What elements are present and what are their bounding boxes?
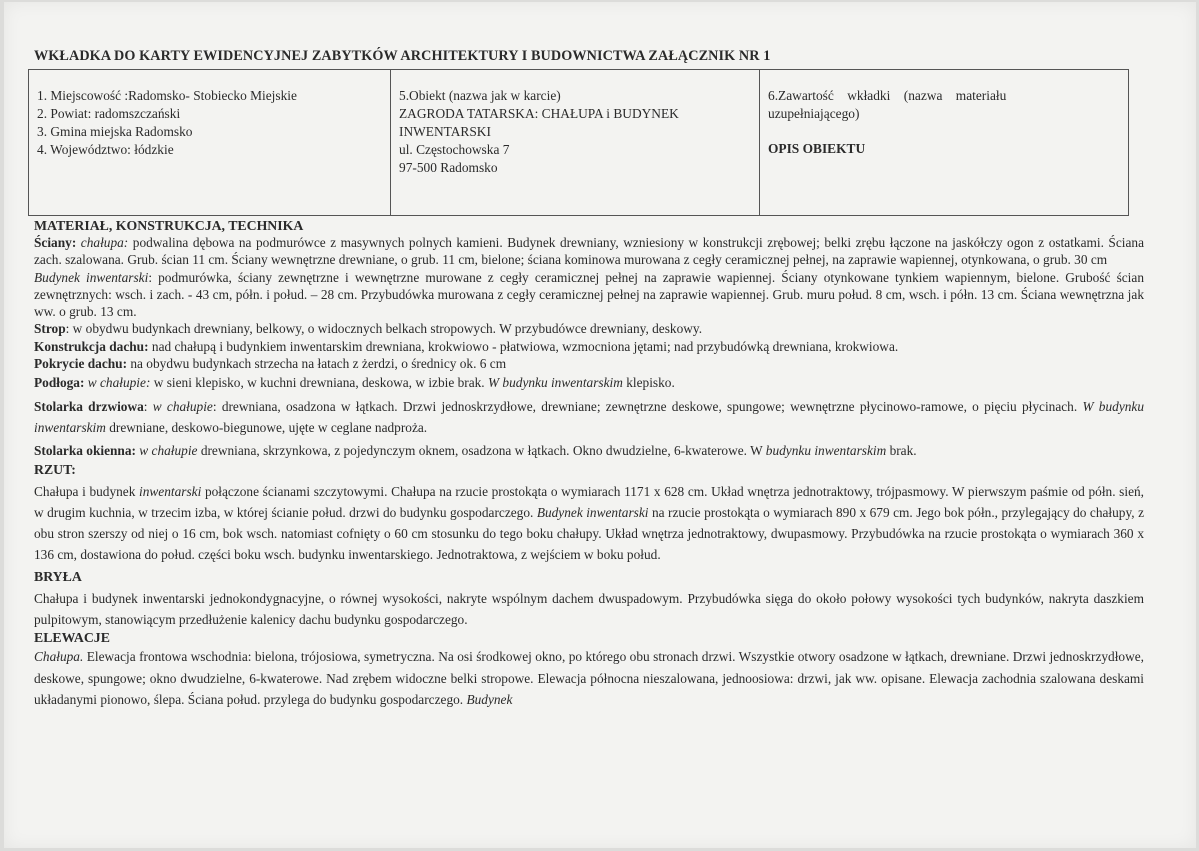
object-name-cont: INWENTARSKI bbox=[399, 124, 491, 139]
floor-chalupa: w chałupie: bbox=[84, 375, 151, 391]
windows-label: Stolarka okienna: bbox=[34, 443, 136, 459]
location-cell bbox=[29, 70, 391, 215]
document-sheet bbox=[4, 2, 1196, 848]
floor-text-2: klepisko. bbox=[622, 375, 675, 391]
floor-text: w sieni klepisko, w kuchni drewniana, deskowa, w izbie brak. bbox=[150, 375, 488, 391]
roof-construction-label: Konstrukcja dachu: bbox=[34, 338, 149, 354]
doors-text: : bbox=[143, 398, 153, 414]
section-heading-bryla: BRYŁA bbox=[34, 568, 82, 584]
floor-label: Podłoga: bbox=[34, 375, 85, 391]
doors-text-3: drewniane, deskowo-biegunowe, ujęte w ceglane nadproża. bbox=[105, 419, 428, 435]
contents-label-cont: uzupełniającego) bbox=[768, 106, 860, 121]
contents-label: 6.Zawartość wkładki (nazwa materiału bbox=[768, 88, 1007, 103]
document-title: WKŁADKA DO KARTY EWIDENCYJNEJ ZABYTKÓW ARCHITEKTURY I BUDOWNICTWA ZAŁĄCZNIK NR 1 bbox=[34, 48, 771, 64]
inventory-building-paragraph bbox=[34, 269, 1144, 321]
roof-covering-text: na obydwu budynkach strzecha na łatach z żerdzi, o średnicy ok. 6 cm bbox=[127, 356, 507, 372]
inventory-building-label: Budynek inwentarski bbox=[34, 269, 149, 285]
windows-chalupa: w chałupie bbox=[135, 443, 198, 459]
elevations-text: Elewacja frontowa wschodnia: bielona, trójosiowa, symetryczna. Na osi środkowej okno, po którego obu stronach drzwi. Wszystkie otwory osadzone w łątkach, drewniane. Drzwi jednoskrzydłowe, deskowe, spungowe; okno dwudzielne, 6-kwaterowe. Nad zrębem widoczne belki stropowe. Elewacja północna nieszalowana, jednoosiowa: drzwi, jak ww. opisane. Elewacja zachodnia szalowana deskami układanymi pionowo, ślepa. Ściana połud. przylega do budynku gospodarczego. bbox=[34, 649, 1144, 707]
roof-covering-paragraph bbox=[34, 355, 1144, 372]
location-line: 2. Powiat: radomszczański bbox=[37, 106, 181, 121]
description-body bbox=[34, 218, 1144, 710]
ceiling-paragraph bbox=[34, 320, 1144, 337]
location-line: 1. Miejscowość :Radomsko- Stobiecko Miejskie bbox=[37, 88, 297, 103]
section-heading-elewacje: ELEWACJE bbox=[34, 630, 110, 646]
windows-inventory: budynku inwentarskim bbox=[765, 443, 887, 459]
object-label: 5.Obiekt (nazwa jak w karcie) bbox=[399, 88, 561, 103]
roof-construction-text: nad chałupą i budynkiem inwentarskim drewniana, krokwiowo - płatwiowa, wzmocniona jętami; nad przybudówką drewniana, krokwiowa. bbox=[148, 338, 899, 354]
plan-inventory-building: Budynek inwentarski bbox=[536, 504, 649, 520]
roof-construction-paragraph bbox=[34, 338, 1144, 355]
walls-label: Ściany: bbox=[34, 235, 77, 250]
object-street: ul. Częstochowska 7 bbox=[399, 142, 510, 157]
massing-paragraph: Chałupa i budynek inwentarski jednokondygnacyjne, o równej wysokości, nakryte wspólnym dachem dwuspadowym. Przybudówka sięga do około połowy wysokości tych budynków, nakryta daszkiem pulpitowym, stanowiącym przedłużenie kalenicy dachu budynku gospodarczego. bbox=[34, 590, 1144, 628]
doors-label: Stolarka drzwiowa bbox=[34, 398, 144, 414]
doors-chalupa: w chałupie bbox=[152, 398, 213, 414]
plan-inventory: inwentarski bbox=[139, 483, 202, 499]
floor-paragraph bbox=[34, 374, 1144, 391]
ceiling-label: Strop bbox=[34, 321, 66, 337]
contents-subtitle: OPIS OBIEKTU bbox=[768, 141, 866, 156]
object-cell bbox=[391, 70, 760, 215]
windows-text-2: brak. bbox=[886, 443, 917, 459]
walls-text: podwalina dębowa na podmurówce z masywnych polnych kamieni. Budynek drewniany, wzniesiony w konstrukcji zrębowej; belki zrębu łączone na jaskółczy ogon z ostatkami. Ściana zach. szalowana. Grub. ścian 11 cm. Ściany wewnętrzne drewniane, o grub. 11 cm, bielone; ściana kominowa murowana z cegły ceramicznej pełnej, na zaprawie wapiennej, otynkowana, o grub. 30 cm bbox=[34, 235, 1145, 268]
doors-paragraph bbox=[34, 396, 1144, 439]
plan-text-2: połączone ścianami szczytowymi. Chałupa na rzucie prostokąta o wymiarach 1171 x 628 cm. Układ wnętrza jednotraktowy, trójpasmowy. W pierwszym paśmie od półn. sień, w drugim kuchnia, w trzecim izba, w której ścianie połud. drzwi do budynku gospodarczego. bbox=[34, 483, 1145, 520]
inventory-building-text: : podmurówka, ściany zewnętrzne i wewnętrzne murowane z cegły ceramicznej pełnej na zaprawie wapiennej. Ściany otynkowane tynkiem wapiennym, bielone. Grubość ścian zewnętrznych: wsch. i zach. - 43 cm, półn. i połud. – 28 cm. Przybudówka murowana z cegły ceramicznej pełnej na zaprawie wapiennej. Grub. muru połud. 8 cm, wsch. i półn. 13 cm. Ściana wewnętrzna jak ww. o grub. 13 cm. bbox=[34, 269, 1144, 320]
elevations-inventory: Budynek bbox=[466, 691, 513, 707]
windows-paragraph bbox=[34, 440, 1144, 461]
doors-inventory: W budynku inwentarskim bbox=[34, 398, 1145, 435]
doors-text-2: : drewniana, osadzona w łątkach. Drzwi jednoskrzydłowe, drewniane; zewnętrzne deskowe, spungowe; wewnętrzne płycinowo-ramowe, o pięciu płycinach. bbox=[212, 398, 1083, 414]
contents-cell bbox=[760, 70, 1128, 215]
section-heading-rzut: RZUT: bbox=[34, 461, 76, 477]
location-line: 4. Województwo: łódzkie bbox=[37, 142, 174, 157]
floor-inventory: W budynku inwentarskim bbox=[487, 375, 623, 391]
object-city: 97-500 Radomsko bbox=[399, 160, 498, 175]
plan-paragraph bbox=[34, 481, 1144, 566]
elevations-chalupa: Chałupa. bbox=[34, 649, 84, 665]
plan-text-3: na rzucie prostokąta o wymiarach 890 x 679 cm. Jego bok półn., przylegający do chałupy, z obu stron szerszy od niej o 16 cm, bok wsch. natomiast cofnięty o 60 cm stosunku do tego boku chałupy. Układ wnętrza jednotraktowy, dwupasmowy. Przybudówka na rzucie prostokąta o wymiarach 360 x 136 cm, dostawiona do połud. części boku wsch. budynku inwentarskiego. Jednotraktowa, z wejściem w boku połud. bbox=[34, 504, 1144, 563]
ceiling-text: : w obydwu budynkach drewniany, belkowy, o widocznych belkach stropowych. W przybudówce drewniany, deskowy. bbox=[65, 321, 703, 337]
location-line: 3. Gmina miejska Radomsko bbox=[37, 124, 193, 139]
elevations-paragraph bbox=[34, 646, 1144, 710]
object-name: ZAGRODA TATARSKA: CHAŁUPA i BUDYNEK bbox=[399, 106, 679, 121]
roof-covering-label: Pokrycie dachu: bbox=[34, 356, 128, 372]
walls-chalupa: chałupa: bbox=[80, 235, 129, 250]
windows-text: drewniana, skrzynkowa, z pojedynczym oknem, osadzona w łątkach. Okno dwudzielne, 6-kwaterowe. W bbox=[197, 443, 766, 459]
header-table bbox=[28, 69, 1129, 216]
plan-text: Chałupa i budynek bbox=[34, 483, 140, 499]
walls-paragraph bbox=[34, 234, 1144, 269]
section-heading-material: MATERIAŁ, KONSTRUKCJA, TECHNIKA bbox=[34, 218, 304, 233]
